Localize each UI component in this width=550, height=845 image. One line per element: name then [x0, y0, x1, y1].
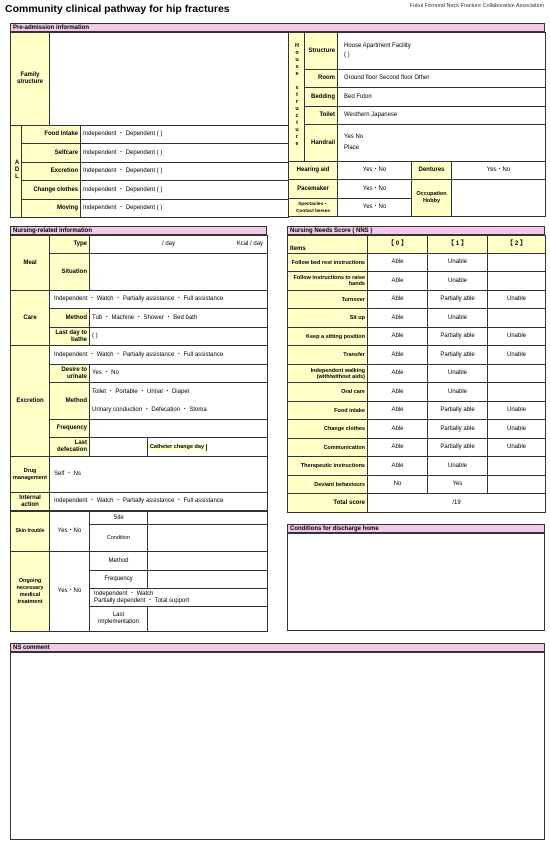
nns-score0-cell[interactable]: Able: [368, 254, 428, 272]
house-structure-label: House structure: [289, 33, 305, 162]
nns-score2-cell[interactable]: [488, 365, 546, 383]
dentures-label: Dentures: [412, 162, 452, 180]
discharge-field[interactable]: [287, 533, 545, 631]
nns-item-label: Food intake: [288, 402, 368, 420]
toilet-label: Toilet: [305, 107, 338, 125]
occupation-label: Occupation Hobby: [412, 180, 452, 217]
nns-score2-cell[interactable]: Unable: [488, 402, 546, 420]
nns-score0-cell[interactable]: Able: [368, 383, 428, 402]
ongoing-treatment-label: Ongoing necessary medical treatment: [11, 552, 50, 632]
nns-row: [288, 346, 546, 365]
care-method-label: Method: [50, 309, 90, 328]
nns-score1-cell[interactable]: Partially able: [428, 439, 488, 457]
nns-score1-cell[interactable]: Unable: [428, 383, 488, 402]
drug-label: Drug management: [11, 457, 50, 493]
nns-col2: 【 2 】: [488, 236, 546, 254]
nns-item-label: Follow bed rest instructions: [288, 254, 368, 272]
handrail-label: Handrail: [305, 125, 338, 162]
nns-score2-cell[interactable]: Unable: [488, 328, 546, 346]
nns-score1-cell[interactable]: Partially able: [428, 291, 488, 309]
nns-row: [288, 420, 546, 439]
nns-score0-cell[interactable]: Able: [368, 291, 428, 309]
nns-score2-cell[interactable]: [488, 476, 546, 494]
skin-trouble-value[interactable]: Yes・No: [50, 512, 90, 552]
excretion-method-label: Method: [50, 383, 90, 420]
adl-value-excretion[interactable]: Independent ・ Dependent ( ): [81, 163, 289, 181]
excretion-level-value[interactable]: Independent ・ Watch ・ Partially assistance ・ Full assistance: [50, 346, 268, 365]
frequency2-label: Frequency: [90, 571, 148, 589]
nns-item-label: Keep a sitting position: [288, 328, 368, 346]
care-method-value[interactable]: Tub ・ Machine ・ Shower ・ Bed bath: [90, 309, 268, 328]
site-label: Site: [90, 512, 148, 525]
adl-label-moving: Moving: [22, 200, 81, 218]
preadmission-left-table: [10, 32, 289, 218]
nns-item-label: Independent walking (with/without aids): [288, 365, 368, 383]
spectacles-label: Spectacles・Contact lenses: [289, 199, 338, 217]
nns-item-label: Turnover: [288, 291, 368, 309]
skin-trouble-label: Skin trouble: [11, 512, 50, 552]
site-value[interactable]: [148, 512, 268, 525]
adl-value-food[interactable]: Independent ・ Dependent ( ): [81, 126, 289, 144]
nns-table: [287, 235, 546, 513]
nns-score0-cell[interactable]: No: [368, 476, 428, 494]
nns-item-label: Sit up: [288, 309, 368, 328]
hearing-aid-value[interactable]: Yes・No: [338, 162, 412, 180]
spectacles-value[interactable]: Yes・No: [338, 199, 412, 217]
discharge-header: Conditions for discharge home: [287, 524, 545, 533]
nns-score2-cell[interactable]: Unable: [488, 439, 546, 457]
nns-items-label: Items: [288, 236, 368, 254]
room-value[interactable]: Ground floor Second floor Other: [338, 70, 546, 88]
nns-score1-cell[interactable]: Unable: [428, 272, 488, 291]
dentures-value[interactable]: Yes・No: [452, 162, 546, 180]
internal-action-label: Internal action: [11, 493, 50, 511]
nns-row: [288, 402, 546, 420]
care-level-value[interactable]: Independent ・ Watch ・ Partially assistance ・ Full assistance: [50, 291, 268, 309]
nns-score0-cell[interactable]: Able: [368, 309, 428, 328]
nns-score2-cell[interactable]: [488, 457, 546, 476]
excretion-label: Excretion: [11, 346, 50, 457]
nns-row: [288, 439, 546, 457]
nns-score2-cell[interactable]: Unable: [488, 291, 546, 309]
page-title: Community clinical pathway for hip fractures: [5, 3, 230, 15]
nns-row: [288, 476, 546, 494]
meal-situation-value[interactable]: [90, 254, 268, 291]
nns-score0-cell[interactable]: Able: [368, 457, 428, 476]
nns-header: Nursing Needs Score ( NNS ): [287, 226, 545, 235]
ns-comment-header: NS comment: [10, 643, 545, 652]
nns-score0-cell[interactable]: Able: [368, 346, 428, 365]
internal-action-value[interactable]: Independent ・ Watch ・ Partially assistance ・ Full assistance: [50, 493, 268, 511]
nns-item-label: Oral care: [288, 383, 368, 402]
method2-label: Method: [90, 552, 148, 571]
last-defecation-label: Last defecation: [50, 438, 90, 457]
nns-score1-cell[interactable]: Unable: [428, 457, 488, 476]
condition-value[interactable]: [148, 525, 268, 552]
handrail-value[interactable]: Yes No Place: [338, 125, 546, 162]
nns-score1-cell[interactable]: Unable: [428, 309, 488, 328]
nns-score0-cell[interactable]: Able: [368, 439, 428, 457]
nns-item-label: Communication: [288, 439, 368, 457]
adl-label-excretion: Excretion: [22, 163, 81, 181]
last-implementation-value[interactable]: [148, 607, 268, 632]
last-implementation-label: Last implementation: [90, 607, 148, 632]
family-structure-field[interactable]: [50, 33, 289, 126]
total-score-label: Total score: [288, 494, 368, 513]
nns-score0-cell[interactable]: Able: [368, 402, 428, 420]
nursing-header: Nursing-related information: [10, 226, 267, 235]
adl-label-clothes: Change clothes: [22, 181, 81, 200]
adl-label: ADL: [11, 126, 22, 218]
drug-value[interactable]: Self ・ Ns: [50, 457, 268, 493]
nns-row: [288, 272, 546, 291]
nns-score2-cell[interactable]: [488, 383, 546, 402]
condition-label: Condition: [90, 525, 148, 552]
nns-score1-cell[interactable]: Yes: [428, 476, 488, 494]
nns-score0-cell[interactable]: Able: [368, 365, 428, 383]
nns-row: [288, 309, 546, 328]
nns-row: [288, 365, 546, 383]
preadmission-header: Pre-admission information: [10, 23, 545, 32]
catheter-label: Catheter change day: [148, 444, 207, 451]
catheter-value[interactable]: [207, 444, 267, 451]
adl-label-selfcare: Selfcare: [22, 144, 81, 163]
nns-col0: 【 0 】: [368, 236, 428, 254]
frequency2-value[interactable]: [148, 571, 268, 589]
adl-value-selfcare[interactable]: Independent ・ Dependent ( ): [81, 144, 289, 163]
hearing-aid-label: Hearing aid: [289, 162, 338, 180]
nns-score1-cell[interactable]: Partially able: [428, 402, 488, 420]
family-structure-label: Family structure: [11, 33, 50, 126]
adl-label-food: Food intake: [22, 126, 81, 144]
desire-urinate-value[interactable]: Yes ・ No: [90, 365, 268, 383]
total-score-value[interactable]: /19: [368, 494, 546, 513]
desire-urinate-label: Desire to urinate: [50, 365, 90, 383]
pacemaker-label: Pacemaker: [289, 180, 338, 199]
nns-item-label: Deviant behaviours: [288, 476, 368, 494]
structure-value[interactable]: House Apartment Facility ( ): [338, 33, 546, 70]
structure-label: Structure: [305, 33, 338, 70]
nursing-table: [10, 235, 268, 511]
nns-row: [288, 328, 546, 346]
nns-score0-cell[interactable]: Able: [368, 420, 428, 439]
meal-situation-label: Situation: [50, 254, 90, 291]
nns-score1-cell[interactable]: Partially able: [428, 346, 488, 365]
nns-score1-cell[interactable]: Unable: [428, 365, 488, 383]
bedding-value[interactable]: Bed Futon: [338, 88, 546, 107]
care-label: Care: [11, 291, 50, 346]
nns-row: [288, 254, 546, 272]
nns-col1: 【 1 】: [428, 236, 488, 254]
association-name: Fukui Femoral Neck Fracture Collaborative Association: [409, 3, 544, 9]
excretion-method-value[interactable]: Toilet ・ Portable ・ Urinal ・ Diaper Urinary conduction ・ Defecation ・ Stoma: [90, 383, 268, 420]
nns-item-label: Change clothes: [288, 420, 368, 439]
meal-label: Meal: [11, 236, 50, 291]
catheter-cell: [148, 438, 268, 457]
frequency-label: Frequency: [50, 420, 90, 438]
adl-value-clothes[interactable]: Independent ・ Dependent ( ): [81, 181, 289, 200]
room-label: Room: [305, 70, 338, 88]
adl-value-moving[interactable]: Independent ・ Dependent ( ): [81, 200, 289, 218]
method2-value[interactable]: [148, 552, 268, 571]
nns-score2-cell[interactable]: [488, 309, 546, 328]
nns-score2-cell[interactable]: [488, 254, 546, 272]
treatment-table: [10, 511, 268, 632]
frequency-value[interactable]: [90, 420, 268, 438]
last-bath-label: Last day to bathe: [50, 328, 90, 346]
nns-score2-cell[interactable]: Unable: [488, 420, 546, 439]
nns-row: [288, 383, 546, 402]
nns-item-label: Transfer: [288, 346, 368, 365]
nns-score1-cell[interactable]: Partially able: [428, 420, 488, 439]
nns-score2-cell[interactable]: Unable: [488, 346, 546, 365]
nns-score0-cell[interactable]: Able: [368, 328, 428, 346]
nns-score2-cell[interactable]: [488, 272, 546, 291]
nns-score0-cell[interactable]: Able: [368, 272, 428, 291]
nns-row: [288, 291, 546, 309]
last-bath-value[interactable]: ( ): [90, 328, 268, 346]
occupation-value[interactable]: [452, 180, 546, 217]
toilet-value[interactable]: Westhern Japanese: [338, 107, 546, 125]
nns-item-label: Therapeutic instructions: [288, 457, 368, 476]
nns-score1-cell[interactable]: Partially able: [428, 328, 488, 346]
meal-type-value[interactable]: / day Kcal / day: [90, 236, 268, 254]
ongoing-treatment-value[interactable]: Yes・No: [50, 552, 90, 632]
nns-row: [288, 457, 546, 476]
meal-type-label: Type: [50, 236, 90, 254]
nns-score1-cell[interactable]: Unable: [428, 254, 488, 272]
house-structure-table: [288, 32, 546, 217]
bedding-label: Bedding: [305, 88, 338, 107]
last-defecation-value[interactable]: [90, 438, 148, 457]
pacemaker-value[interactable]: Yes・No: [338, 180, 412, 199]
ns-comment-field[interactable]: [10, 652, 545, 840]
nns-item-label: Follow instructions to raise hands: [288, 272, 368, 291]
assistance-value[interactable]: Independent ・ Watch Partially dependent ・ Total support: [90, 589, 268, 607]
